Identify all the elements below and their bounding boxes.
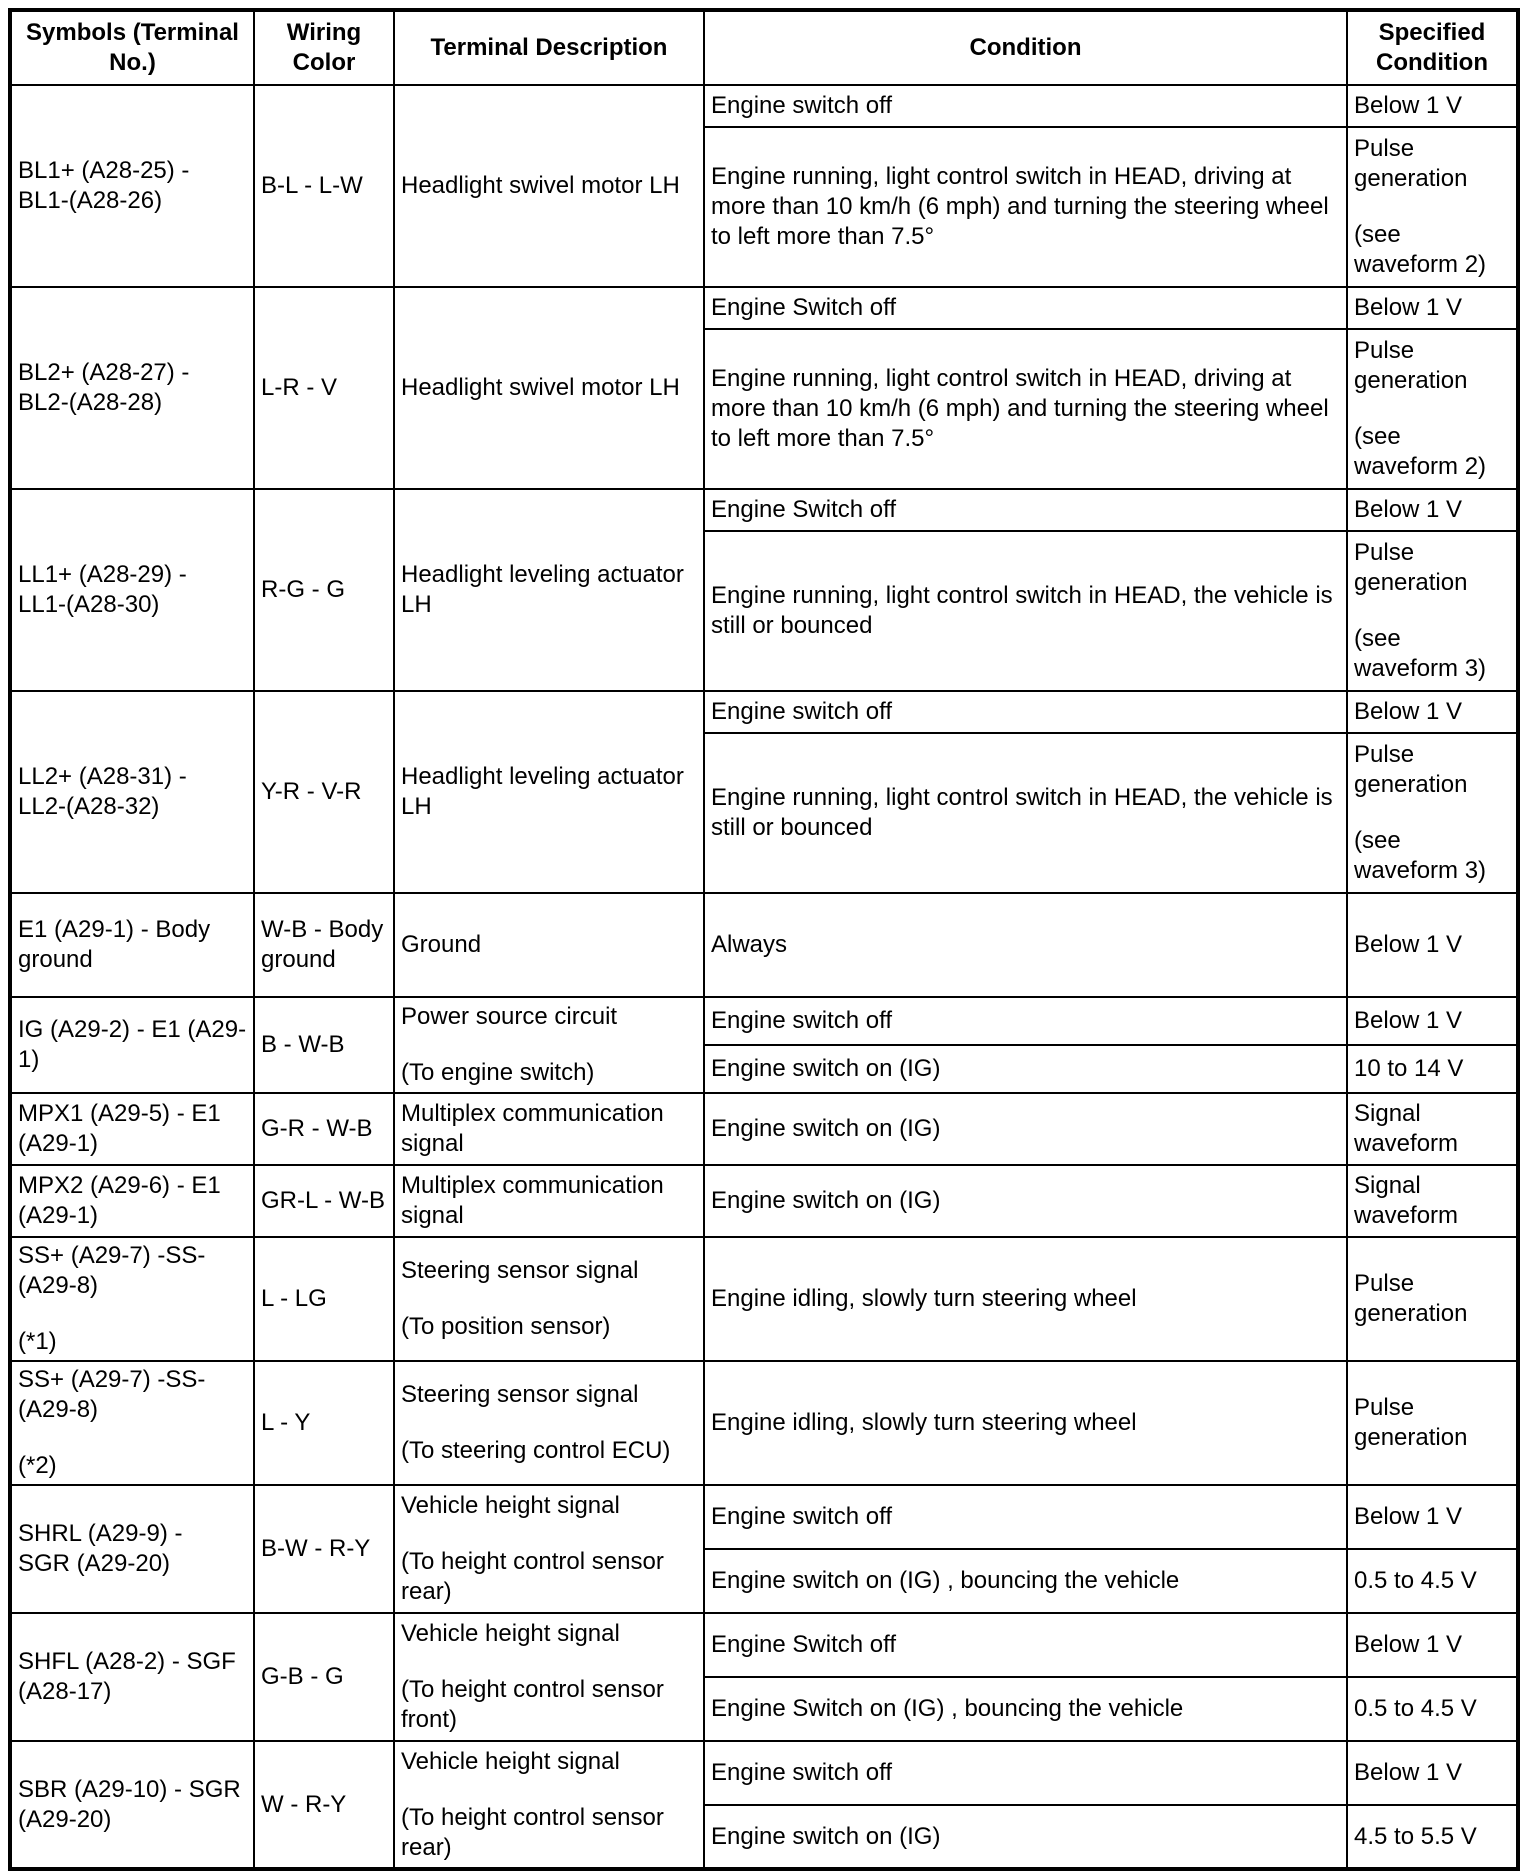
- table-row: [10, 997, 1518, 1045]
- wiring-color-cell: B-L - L-W: [254, 85, 394, 287]
- cell-line: 0.5 to 4.5 V: [1354, 1567, 1477, 1594]
- table-row: [10, 691, 1518, 733]
- cell-line: SS+ (A29-7) -SS- (A29-8): [18, 1242, 206, 1299]
- terminal-description-cell: [394, 893, 704, 997]
- cell-line: Pulse generation: [1354, 1394, 1468, 1451]
- cell-line: (To steering control ECU): [401, 1437, 671, 1464]
- condition-cell: Engine switch on (IG): [704, 1093, 1347, 1165]
- table-row: [10, 1237, 1518, 1361]
- table-row: [10, 893, 1518, 997]
- table-row: [10, 85, 1518, 127]
- cell-line: SHRL (A29-9) -: [18, 1520, 183, 1547]
- symbols-cell: [10, 1361, 254, 1485]
- cell-line: Below 1 V: [1354, 294, 1463, 321]
- cell-line: BL1-(A28-26): [18, 187, 163, 214]
- specified-condition-cell: [1347, 531, 1518, 691]
- condition-cell: Engine switch off: [704, 1741, 1347, 1805]
- wiring-color-cell: L - LG: [254, 1237, 394, 1361]
- specified-condition-cell: [1347, 1165, 1518, 1237]
- terminal-description-cell: [394, 85, 704, 287]
- specified-condition-cell: [1347, 893, 1518, 997]
- cell-line: Headlight swivel motor LH: [401, 172, 680, 199]
- table-body: [10, 85, 1518, 1869]
- condition-cell: Engine Switch off: [704, 287, 1347, 329]
- cell-line: Below 1 V: [1354, 1631, 1463, 1658]
- terminal-description-cell: [394, 1361, 704, 1485]
- symbols-cell: [10, 997, 254, 1093]
- cell-line: Pulse generation: [1354, 1270, 1468, 1327]
- header-wiring-color: Wiring Color: [254, 10, 394, 85]
- specified-condition-cell: [1347, 1093, 1518, 1165]
- cell-line: MPX2 (A29-6) - E1 (A29-1): [18, 1172, 221, 1229]
- symbols-cell: [10, 85, 254, 287]
- table-row: [10, 1093, 1518, 1165]
- condition-cell: Engine idling, slowly turn steering wheel: [704, 1361, 1347, 1485]
- cell-line: LL2-(A28-32): [18, 793, 160, 820]
- symbols-cell: [10, 1613, 254, 1741]
- wiring-color-cell: GR-L - W-B: [254, 1165, 394, 1237]
- table-row: [10, 1165, 1518, 1237]
- cell-line: SS+ (A29-7) -SS- (A29-8): [18, 1366, 206, 1423]
- terminal-description-cell: [394, 489, 704, 691]
- cell-line: Below 1 V: [1354, 931, 1463, 958]
- cell-line: Below 1 V: [1354, 1503, 1463, 1530]
- cell-line: (To height control sensor rear): [401, 1803, 664, 1861]
- cell-line: Below 1 V: [1354, 496, 1463, 523]
- wiring-color-cell: L - Y: [254, 1361, 394, 1485]
- symbols-cell: [10, 1237, 254, 1361]
- wiring-color-cell: B-W - R-Y: [254, 1485, 394, 1613]
- cell-line: (see waveform 3): [1354, 827, 1487, 884]
- wiring-color-cell: Y-R - V-R: [254, 691, 394, 893]
- header-specified-condition: Specified Condition: [1347, 10, 1518, 85]
- cell-line: Below 1 V: [1354, 92, 1463, 119]
- terminal-description-cell: [394, 1613, 704, 1741]
- cell-line: Pulse generation: [1354, 539, 1468, 596]
- cell-line: (see waveform 2): [1354, 423, 1487, 480]
- table-row: [10, 1741, 1518, 1805]
- cell-line: LL1-(A28-30): [18, 591, 160, 618]
- condition-cell: Engine switch off: [704, 997, 1347, 1045]
- condition-cell: Engine running, light control switch in HEAD, the vehicle is still or bounced: [704, 531, 1347, 691]
- terminal-description-cell: [394, 1485, 704, 1613]
- cell-line: Steering sensor signal: [401, 1381, 639, 1408]
- condition-cell: Always: [704, 893, 1347, 997]
- cell-line: Vehicle height signal: [401, 1620, 620, 1647]
- wiring-color-cell: R-G - G: [254, 489, 394, 691]
- cell-line: (To position sensor): [401, 1313, 611, 1340]
- cell-line: (To height control sensor rear): [401, 1548, 664, 1605]
- cell-line: MPX1 (A29-5) - E1 (A29-1): [18, 1100, 221, 1157]
- table-row: [10, 489, 1518, 531]
- specified-condition-cell: [1347, 1361, 1518, 1485]
- specified-condition-cell: [1347, 1805, 1518, 1869]
- condition-cell: Engine switch on (IG): [704, 1045, 1347, 1093]
- cell-line: Below 1 V: [1354, 698, 1463, 725]
- table-row: [10, 1485, 1518, 1549]
- condition-cell: Engine running, light control switch in HEAD, driving at more than 10 km/h (6 mph) and turning the steering wheel to left more than 7.5°: [704, 329, 1347, 489]
- cell-line: Headlight leveling actuator LH: [401, 763, 684, 820]
- cell-line: Headlight leveling actuator LH: [401, 561, 684, 618]
- cell-line: Ground: [401, 931, 482, 958]
- cell-line: SHFL (A28-2) - SGF (A28-17): [18, 1648, 236, 1705]
- cell-line: (*2): [18, 1452, 57, 1479]
- cell-line: Vehicle height signal: [401, 1747, 620, 1775]
- wiring-color-cell: W-B - Body ground: [254, 893, 394, 997]
- condition-cell: Engine switch off: [704, 691, 1347, 733]
- condition-cell: Engine switch off: [704, 85, 1347, 127]
- terminal-description-cell: [394, 287, 704, 489]
- cell-line: E1 (A29-1) - Body ground: [18, 916, 211, 973]
- cell-line: 0.5 to 4.5 V: [1354, 1695, 1477, 1722]
- cell-line: (To height control sensor front): [401, 1676, 664, 1733]
- specified-condition-cell: [1347, 691, 1518, 733]
- header-row: [10, 10, 1518, 85]
- table-row: [10, 1613, 1518, 1677]
- symbols-cell: [10, 1741, 254, 1869]
- table-row: [10, 287, 1518, 329]
- terminal-description-cell: [394, 1165, 704, 1237]
- cell-line: Headlight swivel motor LH: [401, 374, 680, 401]
- specified-condition-cell: [1347, 1237, 1518, 1361]
- specified-condition-cell: [1347, 329, 1518, 489]
- symbols-cell: [10, 1485, 254, 1613]
- specified-condition-cell: [1347, 1045, 1518, 1093]
- symbols-cell: [10, 489, 254, 691]
- terminal-description-cell: [394, 691, 704, 893]
- condition-cell: Engine switch off: [704, 1485, 1347, 1549]
- cell-line: BL2+ (A28-27) -: [18, 359, 190, 386]
- cell-line: SGR (A29-20): [18, 1550, 171, 1577]
- condition-cell: Engine switch on (IG): [704, 1805, 1347, 1869]
- symbols-cell: [10, 893, 254, 997]
- symbols-cell: [10, 691, 254, 893]
- specified-condition-cell: [1347, 489, 1518, 531]
- specified-condition-cell: [1347, 1677, 1518, 1741]
- specified-condition-cell: [1347, 127, 1518, 287]
- cell-line: 4.5 to 5.5 V: [1354, 1822, 1477, 1850]
- terminal-description-cell: [394, 997, 704, 1093]
- terminal-description-cell: [394, 1093, 704, 1165]
- specified-condition-cell: [1347, 287, 1518, 329]
- terminal-table: [8, 8, 1520, 1871]
- condition-cell: Engine idling, slowly turn steering wheel: [704, 1237, 1347, 1361]
- specified-condition-cell: [1347, 1485, 1518, 1549]
- wiring-color-cell: L-R - V: [254, 287, 394, 489]
- cell-line: (*1): [18, 1328, 57, 1355]
- cell-line: Vehicle height signal: [401, 1492, 620, 1519]
- condition-cell: Engine switch on (IG) , bouncing the vehicle: [704, 1549, 1347, 1613]
- wiring-color-cell: B - W-B: [254, 997, 394, 1093]
- specified-condition-cell: [1347, 1549, 1518, 1613]
- condition-cell: Engine switch on (IG): [704, 1165, 1347, 1237]
- specified-condition-cell: [1347, 1741, 1518, 1805]
- cell-line: Multiplex communication signal: [401, 1100, 664, 1157]
- terminal-table-container: [8, 8, 1520, 1871]
- cell-line: BL2-(A28-28): [18, 389, 163, 416]
- condition-cell: Engine Switch on (IG) , bouncing the vehicle: [704, 1677, 1347, 1741]
- table-row: [10, 1361, 1518, 1485]
- cell-line: (see waveform 3): [1354, 625, 1487, 682]
- header-symbols: Symbols (Terminal No.): [10, 10, 254, 85]
- wiring-color-cell: G-R - W-B: [254, 1093, 394, 1165]
- cell-line: Power source circuit: [401, 1003, 618, 1030]
- cell-line: BL1+ (A28-25) -: [18, 157, 190, 184]
- wiring-color-cell: W - R-Y: [254, 1741, 394, 1869]
- cell-line: Multiplex communication signal: [401, 1172, 664, 1229]
- cell-line: Pulse generation: [1354, 337, 1468, 394]
- cell-line: Below 1 V: [1354, 1007, 1463, 1034]
- specified-condition-cell: [1347, 85, 1518, 127]
- cell-line: LL2+ (A28-31) -: [18, 763, 187, 790]
- wiring-color-cell: G-B - G: [254, 1613, 394, 1741]
- cell-line: (see waveform 2): [1354, 221, 1487, 278]
- specified-condition-cell: [1347, 733, 1518, 893]
- header-terminal-description: Terminal Description: [394, 10, 704, 85]
- terminal-description-cell: [394, 1741, 704, 1869]
- cell-line: Steering sensor signal: [401, 1257, 639, 1284]
- cell-line: Below 1 V: [1354, 1759, 1463, 1786]
- terminal-description-cell: [394, 1237, 704, 1361]
- condition-cell: Engine running, light control switch in HEAD, driving at more than 10 km/h (6 mph) and turning the steering wheel to left more than 7.5°: [704, 127, 1347, 287]
- cell-line: 10 to 14 V: [1354, 1055, 1464, 1082]
- condition-cell: Engine Switch off: [704, 1613, 1347, 1677]
- cell-line: SBR (A29-10) - SGR (A29-20): [18, 1775, 241, 1833]
- cell-line: Signal waveform: [1354, 1172, 1459, 1229]
- cell-line: IG (A29-2) - E1 (A29-1): [18, 1016, 247, 1073]
- symbols-cell: [10, 287, 254, 489]
- cell-line: Pulse generation: [1354, 741, 1468, 798]
- cell-line: Signal waveform: [1354, 1100, 1459, 1157]
- symbols-cell: [10, 1093, 254, 1165]
- cell-line: LL1+ (A28-29) -: [18, 561, 187, 588]
- cell-line: (To engine switch): [401, 1059, 595, 1086]
- header-condition: Condition: [704, 10, 1347, 85]
- symbols-cell: [10, 1165, 254, 1237]
- specified-condition-cell: [1347, 1613, 1518, 1677]
- condition-cell: Engine running, light control switch in HEAD, the vehicle is still or bounced: [704, 733, 1347, 893]
- specified-condition-cell: [1347, 997, 1518, 1045]
- condition-cell: Engine Switch off: [704, 489, 1347, 531]
- cell-line: Pulse generation: [1354, 135, 1468, 192]
